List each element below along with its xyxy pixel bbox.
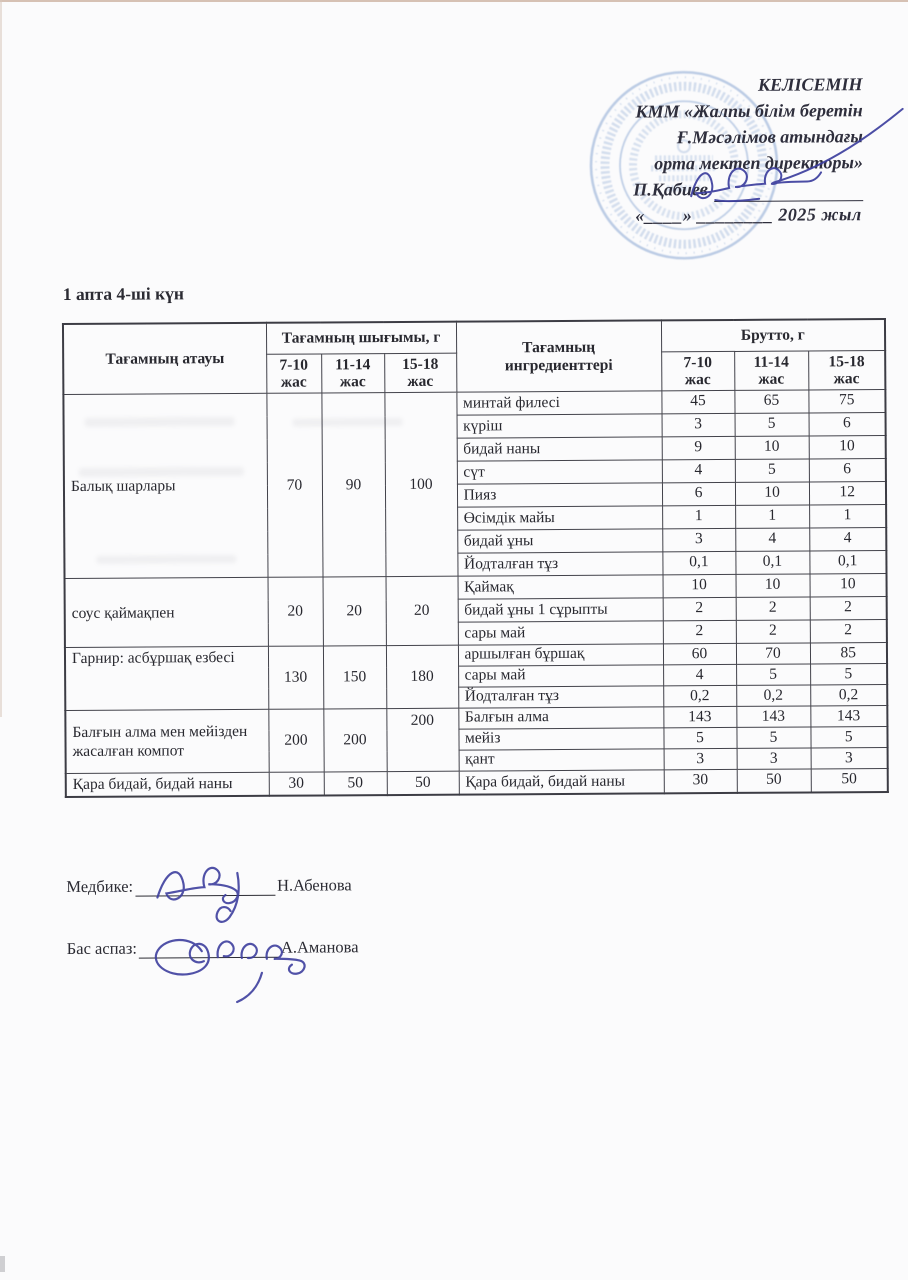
dish-name-cell: Гарнир: асбұршақ езбесі [65, 647, 268, 711]
ingredient-cell: бидай наны [457, 437, 662, 461]
brutto-value-cell: 2 [663, 621, 736, 644]
brutto-value-cell: 3 [662, 529, 735, 552]
ingredient-cell: Йодталған тұз [458, 686, 663, 708]
brutto-value-cell: 10 [736, 574, 810, 597]
brutto-value-cell: 65 [734, 390, 808, 413]
brutto-value-cell: 10 [810, 574, 887, 597]
brutto-value-cell: 5 [735, 413, 809, 436]
brutto-value-cell: 0,1 [809, 551, 886, 574]
header-age-15-18: 15-18 жас [808, 350, 885, 390]
director-signature-ink [603, 91, 908, 213]
ingredient-cell: минтай филесі [456, 391, 661, 415]
brutto-value-cell: 45 [661, 391, 734, 414]
output-value-cell: 70 [266, 393, 322, 577]
output-value-cell: 200 [268, 709, 323, 772]
ingredient-cell: Пияз [457, 483, 662, 507]
brutto-value-cell: 1 [735, 505, 809, 528]
output-value-cell: 90 [321, 393, 385, 577]
header-ingredients [456, 320, 661, 392]
brutto-value-cell: 5 [736, 664, 810, 685]
brutto-value-cell: 2 [663, 598, 736, 621]
output-value-cell: 50 [387, 771, 459, 794]
brutto-value-cell: 50 [811, 769, 888, 792]
brutto-value-cell: 5 [736, 727, 810, 748]
menu-table-body [63, 390, 887, 797]
ingredient-cell: Қара бидай, бидай наны [459, 770, 664, 794]
output-value-cell: 50 [324, 772, 387, 795]
brutto-value-cell: 0,1 [735, 551, 809, 574]
brutto-value-cell: 10 [809, 436, 886, 459]
ingredient-cell: сары май [458, 621, 663, 645]
header-age-11-14: 11-14 жас [321, 353, 384, 393]
brutto-value-cell: 10 [663, 575, 736, 598]
brutto-value-cell: 3 [662, 414, 735, 437]
brutto-value-cell: 143 [736, 706, 810, 727]
nurse-name: Н.Абенова [277, 875, 352, 895]
header-ingredients-line1: Тағамның [522, 339, 596, 357]
ingredient-cell: Йодталған тұз [457, 552, 662, 576]
nurse-role-label: Медбике: [66, 876, 134, 897]
chef-signature-ink [138, 910, 339, 1007]
brutto-value-cell: 6 [809, 413, 886, 436]
director-name: П.Қабиев [633, 179, 708, 200]
scan-speck [0, 1256, 5, 1272]
brutto-value-cell: 5 [810, 727, 887, 748]
brutto-value-cell: 4 [663, 665, 736, 686]
ingredient-cell: сүт [457, 460, 662, 484]
approval-line-4: орта мектеп директоры» [654, 152, 864, 174]
ingredient-cell: Қаймақ [458, 575, 663, 599]
output-value-cell: 20 [268, 577, 323, 646]
header-age-11-14: 11-14 жас [734, 350, 808, 390]
header-brutto-group: Брутто, г [661, 319, 885, 351]
brutto-value-cell: 2 [810, 620, 887, 643]
brutto-value-cell: 85 [810, 643, 887, 664]
header-age-15-18: 15-18 жас [384, 353, 456, 393]
brutto-value-cell: 9 [662, 437, 735, 460]
scan-edge-top [0, 0, 908, 2]
brutto-value-cell: 5 [735, 459, 809, 482]
output-value-cell: 180 [386, 645, 458, 708]
brutto-value-cell: 3 [737, 748, 811, 769]
ingredient-cell: күріш [457, 414, 662, 438]
brutto-value-cell: 30 [664, 770, 737, 793]
brutto-value-cell: 1 [809, 505, 886, 528]
output-value-cell: 20 [323, 577, 386, 646]
brutto-value-cell: 2 [736, 620, 810, 643]
brutto-value-cell: 75 [808, 390, 885, 413]
brutto-value-cell: 0,2 [810, 685, 887, 706]
brutto-value-cell: 10 [735, 436, 809, 459]
brutto-value-cell: 12 [809, 482, 886, 505]
ingredient-cell: қант [459, 749, 664, 771]
brutto-value-cell: 70 [736, 643, 810, 664]
ingredient-cell: Өсімдік майы [457, 506, 662, 530]
menu-table [62, 318, 889, 798]
approval-line-1: КЕЛІСЕМІН [757, 74, 863, 95]
scan-edge-left [0, 0, 2, 717]
brutto-value-cell: 50 [737, 769, 811, 792]
brutto-value-cell: 5 [663, 728, 736, 749]
chef-name: А.Аманова [280, 937, 359, 957]
chef-role-label: Бас аспаз: [66, 938, 137, 959]
brutto-value-cell: 0,1 [662, 552, 735, 575]
brutto-value-cell: 4 [662, 460, 735, 483]
brutto-value-cell: 2 [736, 597, 810, 620]
output-value-cell: 100 [384, 392, 457, 576]
header-age-7-10: 7-10 жас [266, 353, 321, 393]
dish-name-cell: соус қаймақпен [65, 578, 268, 648]
output-value-cell: 130 [268, 646, 323, 709]
brutto-value-cell: 0,2 [663, 686, 736, 707]
brutto-value-cell: 143 [663, 707, 736, 728]
header-ingredients-line2: ингредиенттері [504, 356, 613, 374]
brutto-value-cell: 5 [810, 664, 887, 685]
table-row [66, 769, 888, 797]
header-age-7-10: 7-10 жас [661, 351, 734, 391]
brutto-value-cell: 3 [664, 749, 737, 770]
brutto-value-cell: 3 [811, 748, 888, 769]
ingredient-cell: сары май [458, 665, 663, 687]
table-header-row [63, 319, 885, 355]
brutto-value-cell: 0,2 [736, 685, 810, 706]
brutto-value-cell: 143 [810, 706, 887, 727]
ingredient-cell: мейіз [458, 728, 663, 750]
output-value-cell: 150 [323, 646, 386, 709]
approval-line-3: Ғ.Мәсәлімов атындағы [676, 126, 863, 148]
ingredient-cell: Балғын алма [458, 707, 663, 729]
ingredient-cell: бидай ұны 1 сұрыпты [458, 598, 663, 622]
header-output-group: Тағамның шығымы, г [266, 322, 456, 354]
brutto-value-cell: 6 [662, 483, 735, 506]
approval-line-2: КММ «Жалпы білім беретін [635, 100, 863, 122]
output-value-cell: 200 [386, 708, 458, 771]
brutto-value-cell: 1 [662, 506, 735, 529]
dish-name-cell: Балғын алма мен мейізден жасалған компот [65, 710, 268, 774]
day-title: 1 апта 4-ші күн [62, 283, 185, 305]
ingredient-cell: бидай ұны [457, 529, 662, 553]
dish-name-cell: Қара бидай, бидай наны [66, 773, 269, 797]
header-dish-name: Тағамның атауы [63, 323, 266, 395]
brutto-value-cell: 4 [735, 528, 809, 551]
brutto-value-cell: 6 [809, 459, 886, 482]
brutto-value-cell: 2 [810, 597, 887, 620]
brutto-value-cell: 4 [809, 528, 886, 551]
brutto-value-cell: 60 [663, 644, 736, 665]
dish-name-cell: Балық шарлары [63, 394, 267, 579]
output-value-cell: 200 [323, 709, 386, 772]
ingredient-cell: аршылған бұршақ [458, 644, 663, 666]
output-value-cell: 20 [386, 576, 458, 645]
output-value-cell: 30 [269, 772, 324, 795]
approval-date-line: «____» ________ 2025 жыл [635, 204, 862, 226]
brutto-value-cell: 10 [735, 482, 809, 505]
